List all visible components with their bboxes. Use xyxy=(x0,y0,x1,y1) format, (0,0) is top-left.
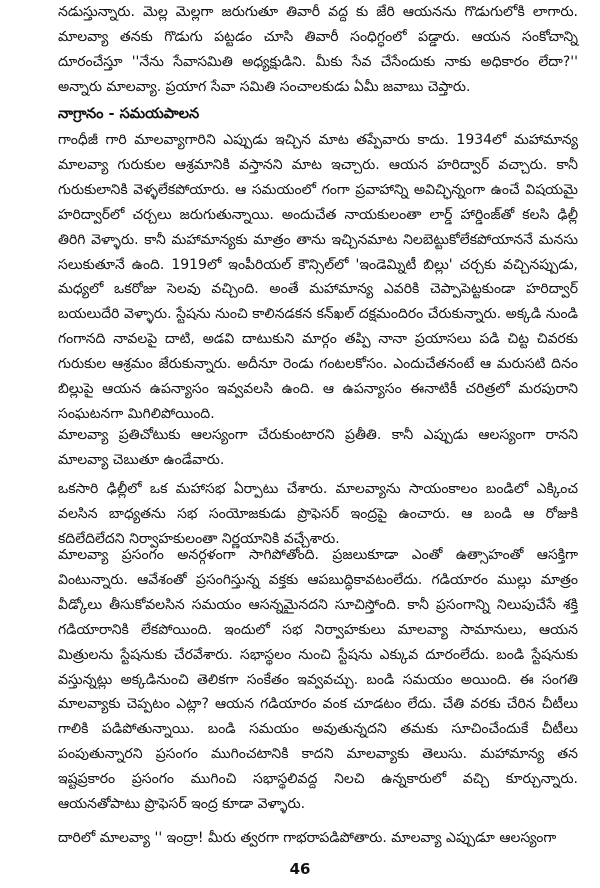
paragraph-5 xyxy=(58,543,578,817)
paragraph-2-text: గాంధీజీ గారి మాలవ్యాగారిని ఎప్పుడు ఇచ్చిన మాట తప్పేవారు కాదు. 1934లో మహామాన్య మాలవ్యా గురుకుల ఆశ్రమానికి వస్తానని మాట ఇచ్చారు. ఆయన హరిద్వార్ వచ్చారు. కానీ గురుకులానికి వెళ్ళలేకపోయారు. ఆ సమయంలో గంగా ప్రవాహాన్ని అవిచ్ఛిన్నంగా ఉంచే విషయమై హరిద్వార్‌లో చర్చలు జరుగుతున్నాయి. అందుచేత నాయకులంతా లార్డ్ హార్డింజ్‌తో కలసి ఢిల్లీ తిరిగి వెళ్ళారు. కానీ మహామాన్యకు మాత్రం తాను ఇచ్చినమాట నిలబెట్టుకోలేకపోయాననే మనసు సలుకుతూనే ఉంది. 1919లో ఇంపీరియల్ కౌన్సిల్‌లో 'ఇండెమ్నిటీ బిల్లు' చర్చకు వచ్చినప్పుడు, మధ్యలో ఒకరోజు సెలవు వచ్చింది. అంతే మహామాన్య ఎవరికి చెప్పాపెట్టకుండా హరిద్వార్ బయలుదేరి వెళ్ళారు. స్టేషను నుంచి కాలినడకన కన్‌ఖల్ దక్షమందిరం చేరుకున్నారు. అక్కడి నుండి గంగానది నావలపై దాటి, అడవి దాటుకుని మార్గం తప్పి నానా ప్రయాసలు పడి చిట్ట చివరకు గురుకుల ఆశ్రమం జేరుకున్నారు. అదీనూ రెండు గంటలకోసం. ఎందుచేతనంటే ఆ మరుసటి దినం బిల్లుపై ఆయన ఉపన్యాసం ఇవ్వవలసి ఉంది. ఆ ఉపన్యాసం ఈనాటికీ చరిత్రలో మరపురాని సంఘటనగా మిగిలిపోయింది. xyxy=(58,132,578,422)
paragraph-4 xyxy=(58,477,578,552)
paragraph-5-text: మాలవ్యా ప్రసంగం అనర్గళంగా సాగిపోతోంది. ప్రజలుకూడా ఎంతో ఉత్సాహంతో ఆసక్తిగా వింటున్నారు. ఆవేశంతో ప్రసంగిస్తున్న వక్తకు ఆపబుద్ధికావటంలేదు. గడియారం ముల్లు మాత్రం వీడ్కోలు తీసుకోవలసిన సమయం ఆసన్నమైనదని సూచిస్తోంది. కానీ ప్రసంగాన్ని నిలుపుచేసే శక్తి గడియారానికి లేకపోయింది. ఇందులో సభ నిర్వాహకులు మాలవ్యా సామానులు, ఆయన మిత్రులను స్టేషనుకు చేరవేశారు. సభాస్థలం నుంచి స్టేషను ఎక్కువ దూరంలేదు. బండి స్టేషనుకు వస్తున్నట్లు అక్కడినుంచి తెలికగా సంకేతం ఇవ్వవచ్చు. బండి సమయం అయింది. ఈ సంగతి మాలవ్యాకు చెప్పటం ఎట్లా? ఆయన గడియారం వంక చూడటం లేదు. చేతి వరకు చేరిన చీటీలు గాలికి పడిపోతున్నాయి. బండి సమయం అవుతున్నదని తమకు సూచించేందుకే చీటీలు పంపుతున్నారని ప్రసంగం ముగించటానికి కాదని మాలవ్యాకు తెలుసు. మహామాన్య తన ఇష్టప్రకారం ప్రసంగం ముగించి సభాస్థలివద్ద నిలచి ఉన్నకారులో వచ్చి కూర్చున్నారు. ఆయనతోపాటు ప్రొఫెసర్ ఇంద్ర కూడా వెళ్ళారు. xyxy=(58,547,578,813)
section-heading xyxy=(58,101,578,127)
section-heading-text: నాగ్రానం - సమయపాలన xyxy=(58,106,200,122)
paragraph-3-text: మాలవ్యా ప్రతిచోటుకు ఆలస్యంగా చేరుకుంటారని ప్రతీతి. కానీ ఎప్పుడు ఆలస్యంగా రానని మాలవ్యా చెబుతూ ఉండేవారు. xyxy=(58,427,578,468)
paragraph-6 xyxy=(58,826,578,851)
paragraph-3 xyxy=(58,423,578,473)
paragraph-6-text: దారిలో మాలవ్యా '' ఇంద్రా! మీరు త్వరగా గాభరాపడిపోతారు. మాలవ్యా ఎప్పుడూ ఆలస్యంగా xyxy=(58,830,557,846)
paragraph-4-text: ఒకసారి ఢిల్లీలో ఒక మహాసభ ఏర్పాటు చేశారు. మాలవ్యాను సాయంకాలం బండిలో ఎక్కించ వలసిన బాధ్యతను సభ సంయోజకుడు ప్రొఫెసర్ ఇంద్రపై ఉంచారు. ఆ బండి ఆ రోజుకి కదిలేదిలేదని నిర్వాహకులంతా నిర్ణయానికి వచ్చేశారు. xyxy=(58,481,578,547)
paragraph-2 xyxy=(58,128,578,427)
page-number: 46 xyxy=(289,860,311,878)
paragraph-1 xyxy=(58,0,578,100)
paragraph-1-text: నడుస్తున్నారు. మెల్ల మెల్లగా జరుగుతూ తివారీ వద్ద కు జేరి ఆయనను గొడుగులోకి లాగారు. మాలవ్యా తనకు గొడుగు పట్టడం చూసి తివారీ సంధిగ్ధంలో పడ్డారు. ఆయన సంకోచాన్ని దూరంచేస్తూ ''నేను సేవాసమితి అధ్యక్షుడిని. మీకు సేవ చేసేందుకు నాకు అధికారం లేదా?'' అన్నారు మాలవ్యా. ప్రయాగ సేవా సమితి సంచాలకుడు ఏమీ జవాబు చెప్తారు. xyxy=(58,4,578,95)
